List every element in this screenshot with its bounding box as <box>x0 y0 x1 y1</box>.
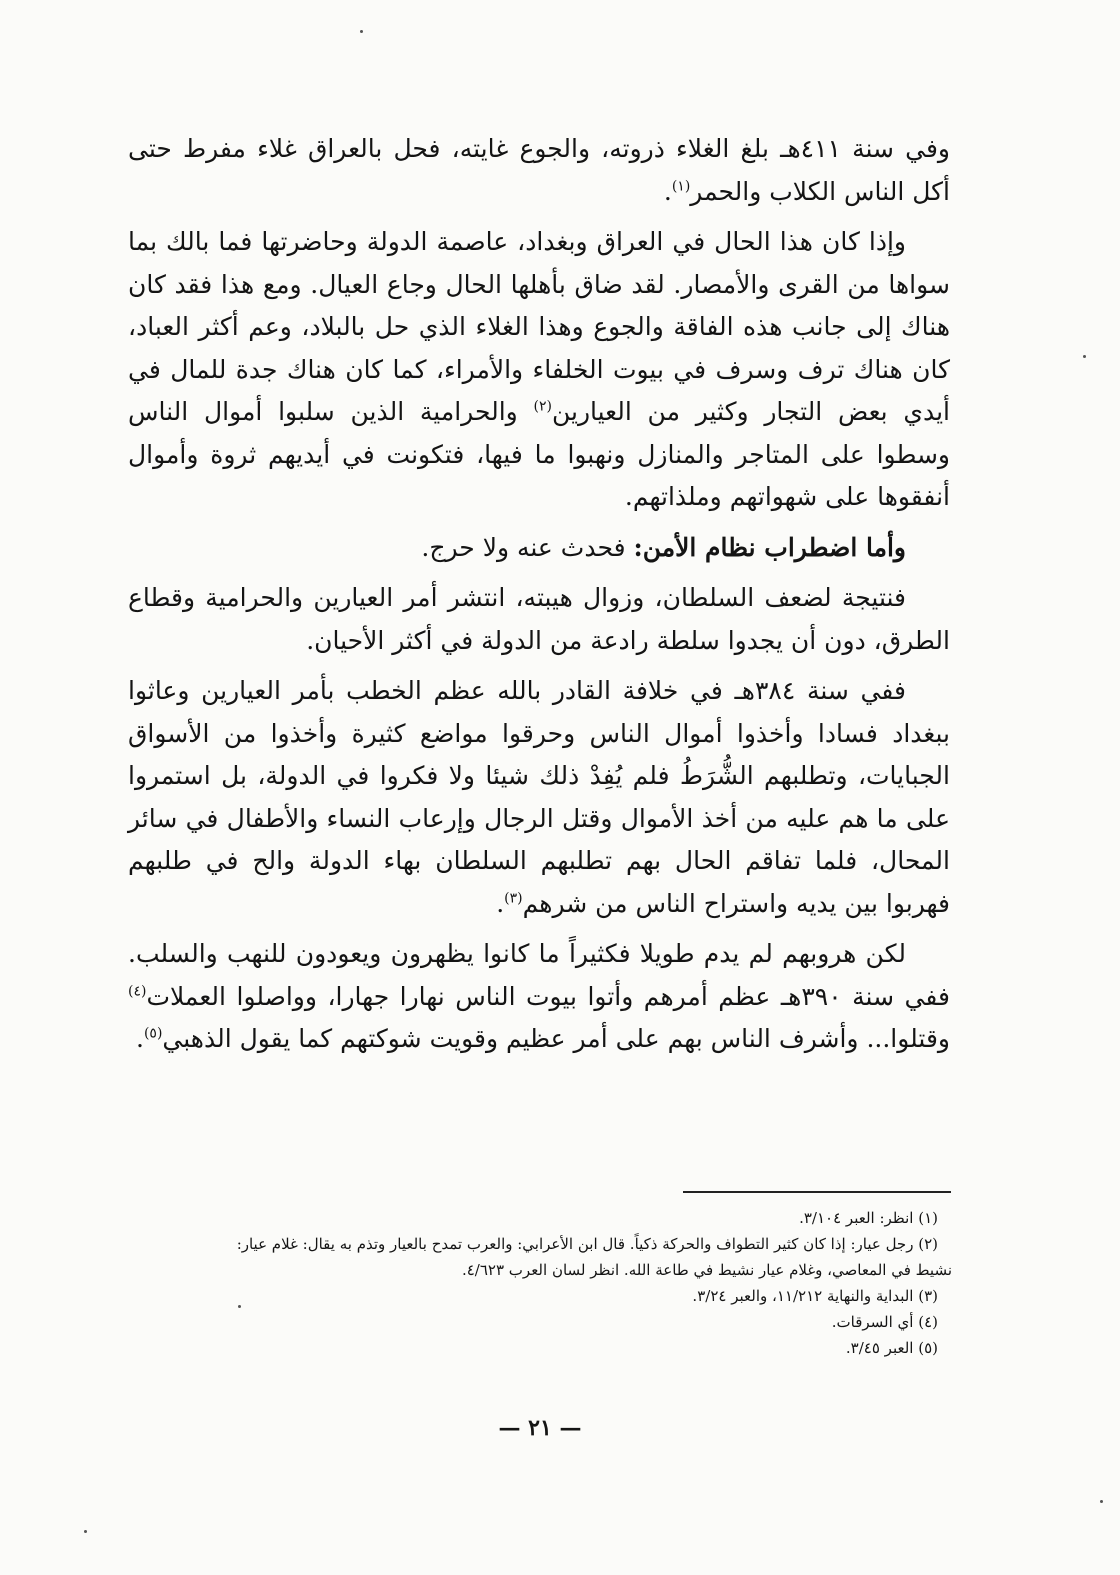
paragraph-6: لكن هروبهم لم يدم طويلا فكثيراً ما كانوا يظهرون ويعودون للنهب والسلب. ففي سنة ٣٩٠هـ عظم أمرهم وأتوا بيوت الناس نهارا جهارا، وواصلوا العملات$^{(٤)}$ وقتلوا... وأشرف الناس بهم على أمر عظيم وقويت شوكتهم كما يقول الذهبي$^{(٥)}$. <box>128 939 950 1053</box>
paragraph-1: وفي سنة ٤١١هـ بلغ الغلاء ذروته، والجوع غايته، فحل بالعراق غلاء مفرط حتى أكل الناس الكلاب والحمر$^{(١)}$. <box>128 134 950 206</box>
section-heading: وأما اضطراب نظام الأمن: <box>633 532 906 562</box>
footnotes <box>122 1205 952 1361</box>
footnote-3: (٣) البداية والنهاية ١١/٢١٢، والعبر ٣/٢٤. <box>692 1287 938 1305</box>
footnote-ref-1[interactable]: (١) <box>671 178 691 195</box>
footnote-divider <box>683 1191 951 1193</box>
paragraph-5: ففي سنة ٣٨٤هـ في خلافة القادر بالله عظم الخطب بأمر العيارين وعاثوا ببغداد فسادا وأخذوا أموال الناس وحرقوا مواضع كثيرة وأخذوا من الأسواق الجبايات، وتطلبهم الشُّرَطُ فلم يُفِدْ ذلك شيئا ولا فكروا في الدولة، بل استمروا على ما هم عليه من أخذ الأموال وقتل الرجال وإرعاب النساء والأطفال في سائر المحال، فلما تفاقم الحال بهم تطلبهم السلطان بهاء الدولة والح في طلبهم فهربوا بين يديه واستراح الناس من شرهم$^{(٣)}$. <box>128 676 950 918</box>
scan-speck <box>84 1530 87 1533</box>
scan-speck <box>1083 355 1086 358</box>
footnote-ref-5[interactable]: (٥) <box>143 1025 163 1042</box>
scan-speck <box>1100 1500 1103 1503</box>
footnote-2-continued: نشيط في المعاصي، وغلام عيار نشيط في طاعة الله. انظر لسان العرب ٤/٦٢٣. <box>461 1261 952 1279</box>
paragraph-2: وإذا كان هذا الحال في العراق وبغداد، عاصمة الدولة وحاضرتها فما بالك بما سواها من القرى والأمصار. لقد ضاق بأهلها الحال وجاع العيال. ومع هذا فقد كان هناك إلى جانب هذه الفاقة والجوع وهذا الغلاء الذي حل بالبلاد، وعم أكثر العباد، كان هناك ترف وسرف في بيوت الخلفاء والأمراء، كما كان هناك جدة للمال في أيدي بعض التجار وكثير من العيارين$^{(٢)}$ والحرامية الذين سلبوا أموال الناس وسطوا على المتاجر والمنازل ونهبوا ما فيها، فتكونت في أيديهم ثروة وأموال أنفقوها على شهواتهم وملذاتهم. <box>128 227 950 511</box>
footnote-ref-2[interactable]: (٢) <box>533 398 552 415</box>
footnote-5: (٥) العبر ٣/٤٥. <box>845 1339 938 1357</box>
footnote-2: (٢) رجل عيار: إذا كان كثير التطواف والحركة ذكياً. قال ابن الأعرابي: والعرب تمدح بالعيار وتذم به يقال: غلام عيار: <box>236 1235 938 1253</box>
page-number: — ٢١ — <box>498 1415 582 1441</box>
footnote-4: (٤) أي السرقات. <box>831 1313 938 1331</box>
scan-speck <box>238 1305 241 1308</box>
scan-speck <box>360 30 363 33</box>
paragraph-4: فنتيجة لضعف السلطان، وزوال هيبته، انتشر أمر العيارين والحرامية وقطاع الطرق، دون أن يجدوا سلطة رادعة من الدولة في أكثر الأحيان. <box>128 583 950 655</box>
footnote-1: (١) انظر: العبر ٣/١٠٤. <box>799 1209 938 1227</box>
footnote-ref-4[interactable]: (٤) <box>128 983 147 1000</box>
paragraph-3: وأما اضطراب نظام الأمن: فحدث عنه ولا حرج. <box>421 532 906 562</box>
footnote-ref-3[interactable]: (٣) <box>504 890 523 907</box>
main-text <box>128 128 950 1069</box>
